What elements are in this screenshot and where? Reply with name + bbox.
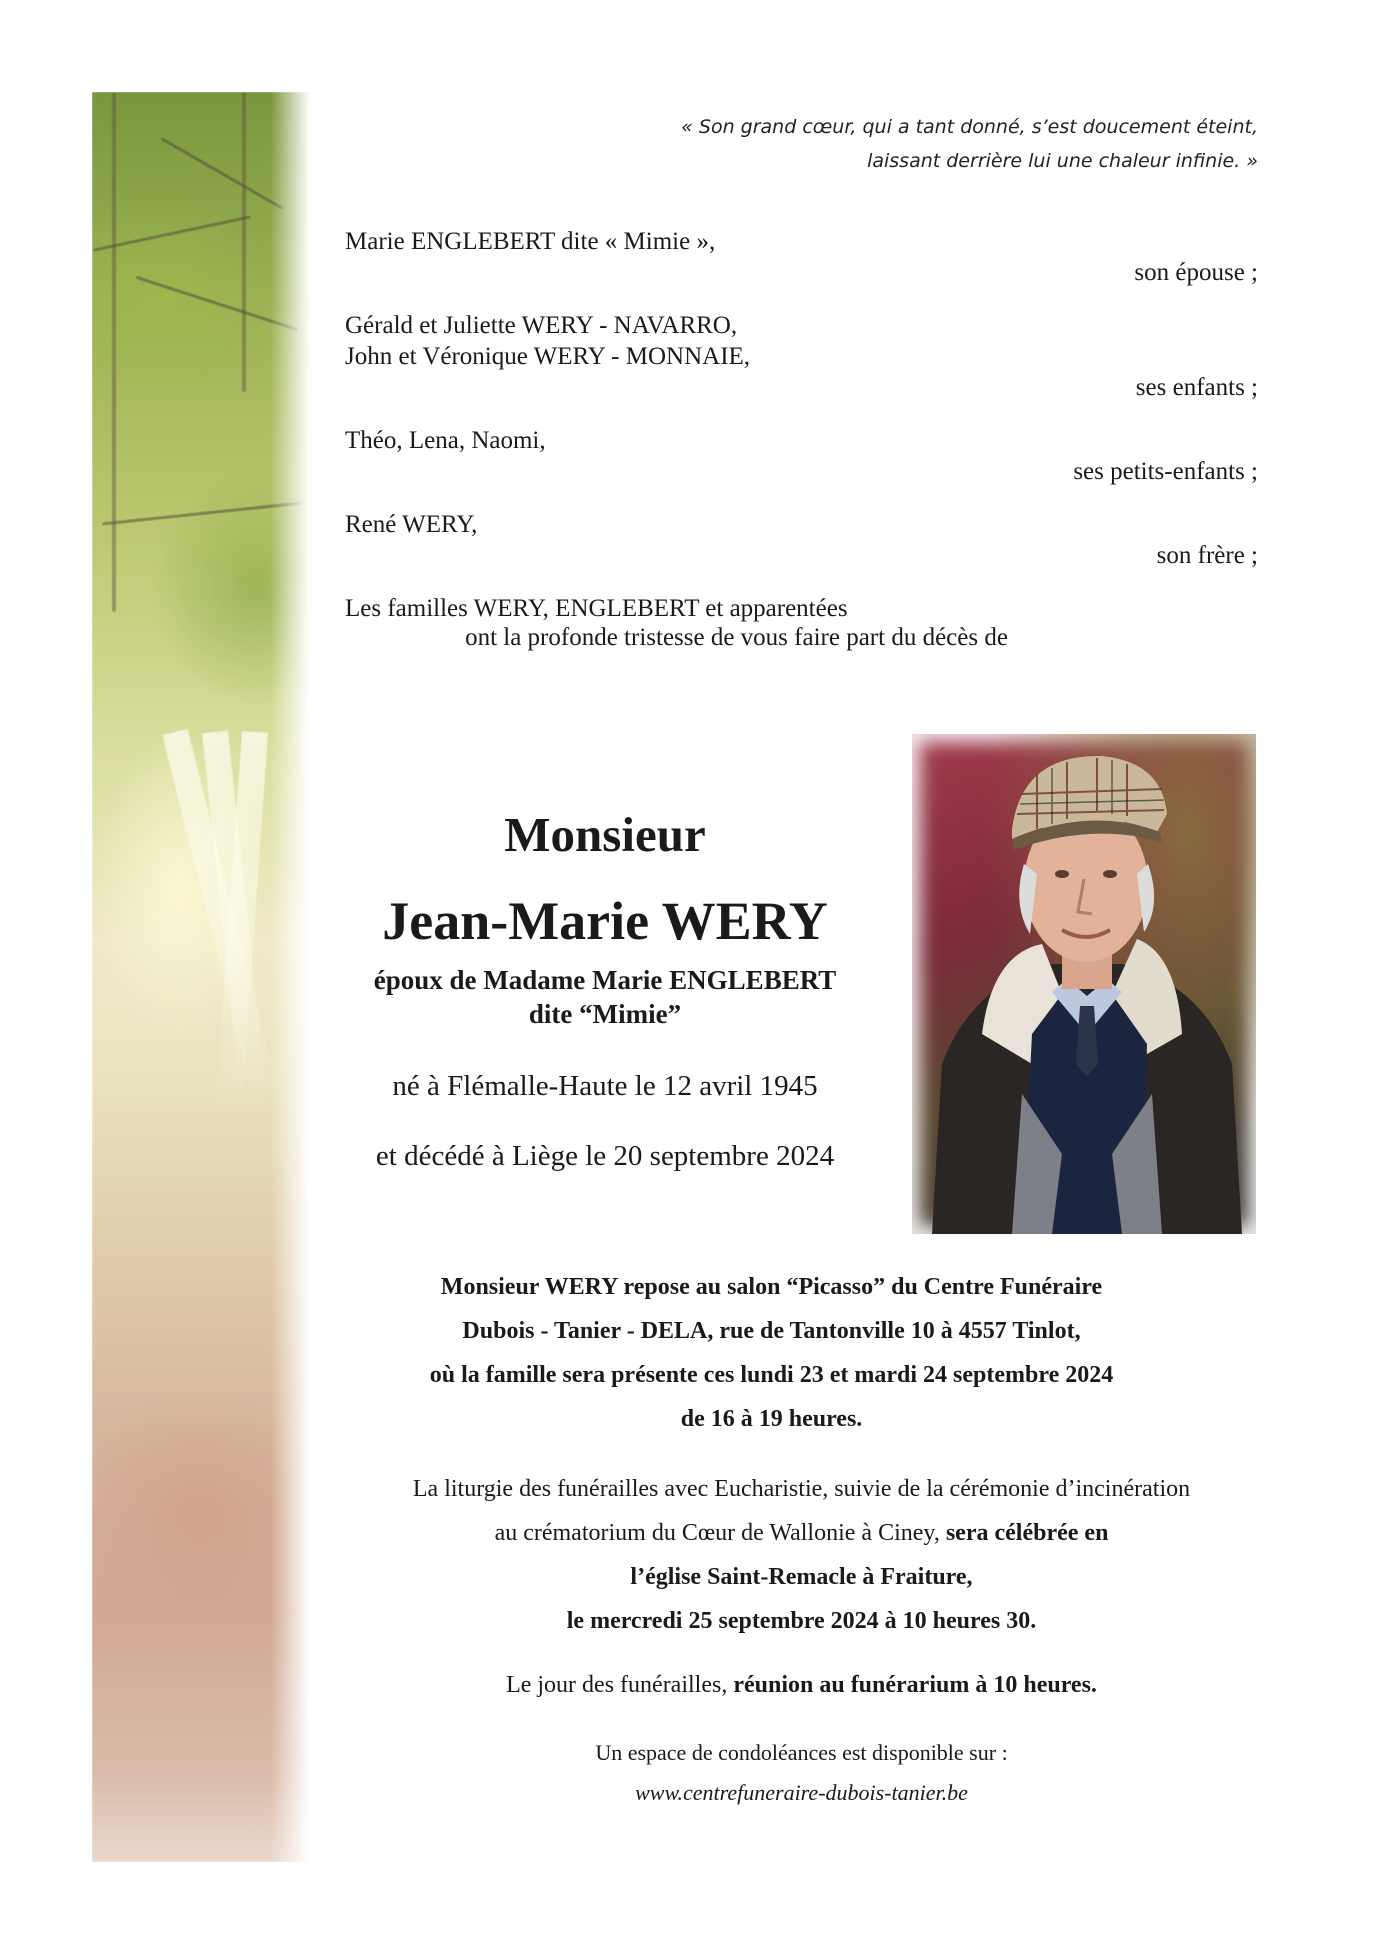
liturgy-block [345, 1467, 1258, 1643]
family-relation: ses enfants ; [1135, 374, 1258, 401]
memorial-quote [458, 110, 1258, 178]
deceased-title: Monsieur [504, 807, 706, 862]
liturgy-emphasis: sera célébrée en [945, 1520, 1109, 1546]
spouse-line: époux de Madame Marie ENGLEBERT [373, 965, 837, 995]
death-info: et décédé à Liège le 20 septembre 2024 [375, 1140, 835, 1172]
family-names: Gérald et Juliette WERY - NAVARRO, [345, 312, 738, 339]
birth-info: né à Flémalle-Haute le 12 avril 1945 [392, 1070, 818, 1102]
condolences-text: Un espace de condoléances est disponible sur : [595, 1740, 1008, 1765]
family-relation: son épouse ; [1134, 259, 1258, 286]
quote-line: « Son grand cœur, qui a tant donné, s’est doucement éteint, [681, 116, 1258, 138]
family-list [345, 226, 1258, 624]
spouse-nickname: dite “Mimie” [528, 999, 682, 1029]
family-relation: son frère ; [1156, 542, 1258, 569]
family-entry [345, 226, 1258, 288]
forest-path-image [92, 92, 310, 1862]
liturgy-place: au crématorium du Cœur de Wallonie à Ciney, [494, 1520, 940, 1546]
liturgy-date: le mercredi 25 septembre 2024 à 10 heures 30. [566, 1608, 1037, 1634]
wake-line: où la famille sera présente ces lundi 23 et mardi 24 septembre 2024 [429, 1362, 1114, 1388]
family-names: Les familles WERY, ENGLEBERT et apparentées [345, 595, 848, 622]
deceased-name: Jean-Marie WERY [382, 891, 828, 951]
wake-line: Dubois - Tanier - DELA, rue de Tantonville 10 à 4557 Tinlot, [462, 1318, 1081, 1344]
liturgy-line: La liturgie des funérailles avec Eucharistie, suivie de la cérémonie d’incinération [412, 1476, 1191, 1502]
meeting-details: réunion au funérarium à 10 heures. [733, 1672, 1097, 1698]
family-entry [345, 310, 1258, 403]
family-names: René WERY, [345, 511, 478, 538]
liturgy-line [345, 1511, 1258, 1555]
wake-line: Monsieur WERY repose au salon “Picasso” du Centre Funéraire [440, 1274, 1103, 1300]
portrait-photo [912, 734, 1256, 1234]
liturgy-church: l’église Saint-Remacle à Fraiture, [630, 1564, 973, 1590]
wake-hours: de 16 à 19 heures. [680, 1406, 863, 1432]
family-names: Marie ENGLEBERT dite « Mimie », [345, 228, 716, 255]
quote-line: laissant derrière lui une chaleur infinie. » [867, 150, 1258, 172]
practical-info [345, 1265, 1258, 1811]
condolences-link[interactable]: www.centrefuneraire-dubois-tanier.be [635, 1780, 968, 1805]
meeting-intro: Le jour des funérailles, [506, 1672, 728, 1698]
family-entry [345, 593, 1258, 624]
family-entry [345, 425, 1258, 487]
meeting-line [345, 1665, 1258, 1705]
family-names: Théo, Lena, Naomi, [345, 427, 546, 454]
family-names: John et Véronique WERY - MONNAIE, [345, 343, 751, 370]
announcement-text: ont la profonde tristesse de vous faire part du décès de [465, 624, 1008, 651]
family-relation: ses petits-enfants ; [1073, 458, 1258, 485]
family-entry [345, 509, 1258, 571]
deceased-block [310, 800, 900, 1174]
